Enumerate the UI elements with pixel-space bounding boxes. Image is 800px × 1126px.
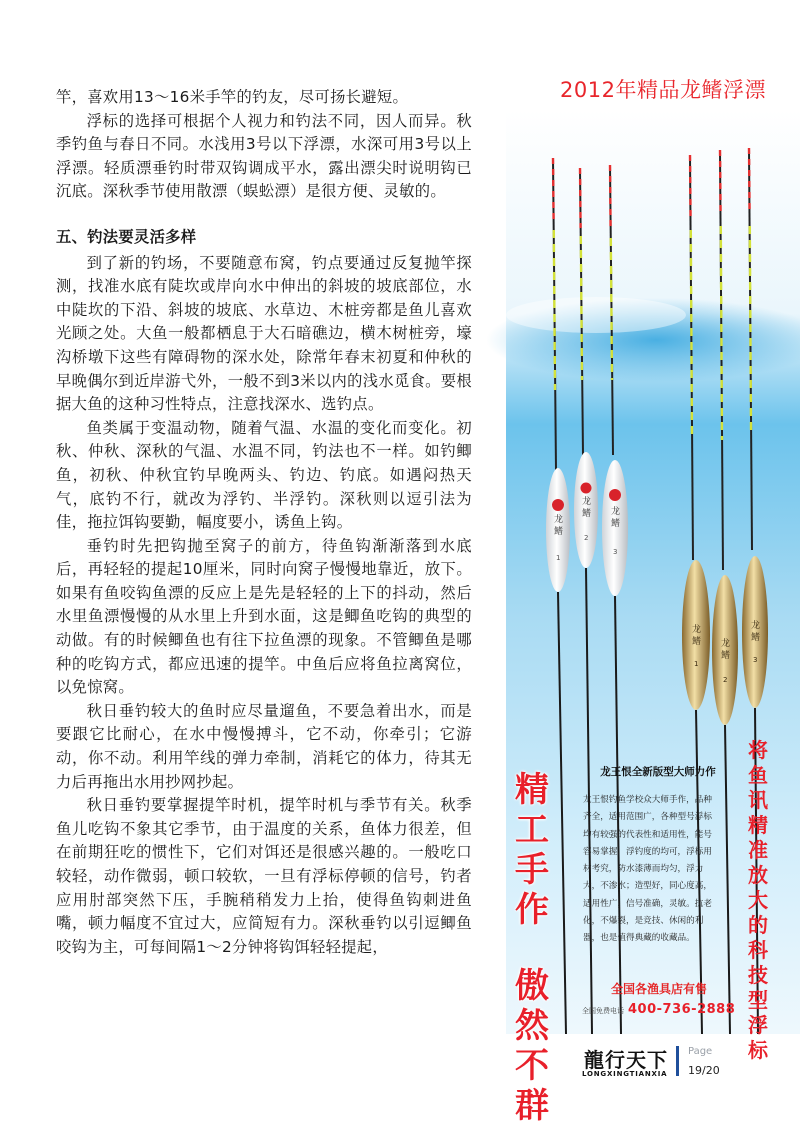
phone-number: 400-736-2888 (628, 1002, 736, 1017)
magazine-logo-pinyin: LONGXINGTIANXIA (582, 1070, 668, 1078)
float-mark: 鳍 (721, 651, 731, 661)
float-mark: 龙 (751, 621, 761, 631)
float-number: 3 (613, 548, 618, 556)
slogan-handmade (512, 770, 552, 1126)
phone-label: 全国免费电话 (582, 1007, 624, 1015)
float-mark: 鳍 (751, 633, 761, 643)
page-number: 19/20 (688, 1064, 720, 1077)
magazine-logo: 龍行天下 (584, 1048, 668, 1072)
float-mark: 龙 (692, 625, 702, 635)
slogan-unrivaled-line: 傲然不群 (515, 966, 549, 1126)
article-paragraph: 秋日垂钓要掌握提竿时机，提竿时机与季节有关。秋季鱼儿吃钩不象其它季节，由于温度的关系，鱼体力很差，但在前期狂吃的惯性下，它们对饵还是很感兴趣的。一般吃口较轻，动作微弱，顿口较软，一旦有浮标停顿的信号，钓者应用肘部突然下压，手腕稍稍发力上抬，使得鱼钩刺进鱼嘴，顿力幅度不宜过大，应简短有力。深秋垂钓以引逗鲫鱼咬钩为主，可每间隔1～2分钟将钩饵轻轻提起， (56, 796, 472, 956)
float-mark: 鳍 (554, 527, 564, 537)
slogan-tech-float: 将鱼讯精准放大的科技型浮标 (748, 738, 768, 1062)
ad-title: 2012年精品龙鳍浮漂 (488, 70, 800, 110)
article-paragraph: 鱼类属于变温动物，随着气温、水温的变化而变化。初秋、仲秋、深秋的气温、水温不同，钓法也不一样。如钓鲫鱼，初秋、仲秋宜钓早晚两头、钓边、钓底。如遇闷热天气，底钓不行，就改为浮钓、半浮钓。深秋则以逗引法为佳，拖拉饵钩要勤，幅度要小，诱鱼上钩。 (56, 418, 472, 532)
float-number: 1 (694, 660, 699, 668)
float-number: 1 (556, 554, 561, 562)
float-mark: 鳍 (611, 519, 621, 529)
float-number: 2 (584, 534, 589, 542)
article-paragraph: 浮标的选择可根据个人视力和钓法不同，因人而异。秋季钓鱼与春日不同。水浅用3号以下浮漂，水深可用3号以上浮漂。轻质漂垂钓时带双钩调成平水，露出漂尖时说明钩已沉底。深秋季节使用散漂（蜈蚣漂）是很方便、灵敏的。 (56, 111, 472, 201)
ad-box-body: 龙王恨钓鱼学校众大师手作，品种齐全，适用范围广，各种型号浮标均有较强的代表性和适用性，能号容易掌握，浮钓度的均可，浮标用材考究，防水漆薄而均匀，浮力大，不渗水；造型好，同心度高，适用性广，信号准确，灵敏。抗老化，不爆裂，是竞技、休闲的利器，也是值得典藏的收藏品。 (583, 795, 712, 944)
article-paragraph: 垂钓时先把钩抛至窝子的前方，待鱼钩渐渐落到水底后，再轻轻的提起10厘米，同时向窝子慢慢地靠近，放下。如果有鱼咬钩鱼漂的反应上是先是轻轻的上下的抖动，然后水里鱼漂慢慢的从水里上升到水面，这是鲫鱼吃钩的典型的动做。有的时候鲫鱼也有往下拉鱼漂的现象。不管鲫鱼是哪种的吃钩方式，都应迅速的提竿。中鱼后应将鱼拉离窝位，以免惊窝。 (56, 536, 472, 697)
ad-info-box (578, 762, 738, 1024)
page-footer (560, 1038, 800, 1089)
water-splash (506, 297, 686, 333)
float-number: 3 (753, 656, 758, 664)
float-mark: 龙 (611, 507, 621, 517)
footer-divider-bar (676, 1046, 679, 1076)
article-paragraph: 竿，喜欢用13～16米手竿的钓友，尽可扬长避短。 (56, 88, 409, 106)
float-mark: 鳍 (692, 637, 702, 647)
float-mark: 龙 (554, 515, 564, 525)
ad-box-title: 龙王恨全新版型大师力作 (600, 766, 716, 778)
ad-phone-line (582, 1002, 738, 1017)
float-mark: 龙 (721, 639, 731, 649)
float-mark: 鳍 (582, 509, 592, 519)
article-paragraph: 秋日垂钓较大的鱼时应尽量遛鱼，不要急着出水，而是要跟它比耐心，在水中慢慢搏斗，它不动，你牵引；它游动，你不动。利用竿线的弹力牵制，消耗它的体力，待其无力后再拖出水用抄网抄起。 (56, 701, 472, 791)
section-heading: 五、钓法要灵活多样 (56, 227, 197, 246)
float-number: 2 (723, 676, 728, 684)
float-mark: 龙 (582, 497, 592, 507)
slogan-handmade-line: 精工手作 (515, 770, 549, 930)
ad-sale-note: 全国各渔具店有售 (610, 982, 707, 996)
page-label: Page (688, 1046, 713, 1057)
article-column (56, 86, 472, 959)
article-paragraph: 到了新的钓场，不要随意布窝，钓点要通过反复抛竿探测，找准水底有陡坎或岸向水中伸出的斜坡的坡底部位，水中陡坎的下沿、斜坡的坡底、水草边、木桩旁都是鱼儿喜欢光顾之处。大鱼一般都栖息于大石暗礁边，横木树桩旁，壕沟桥墩下这些有障碍物的深水处，除常年春末初夏和仲秋的早晚偶尔到近岸游弋外，一般不到3米以内的浅水觅食。要根据大鱼的这种习性特点，注意找深水、选钓点。 (56, 253, 472, 414)
